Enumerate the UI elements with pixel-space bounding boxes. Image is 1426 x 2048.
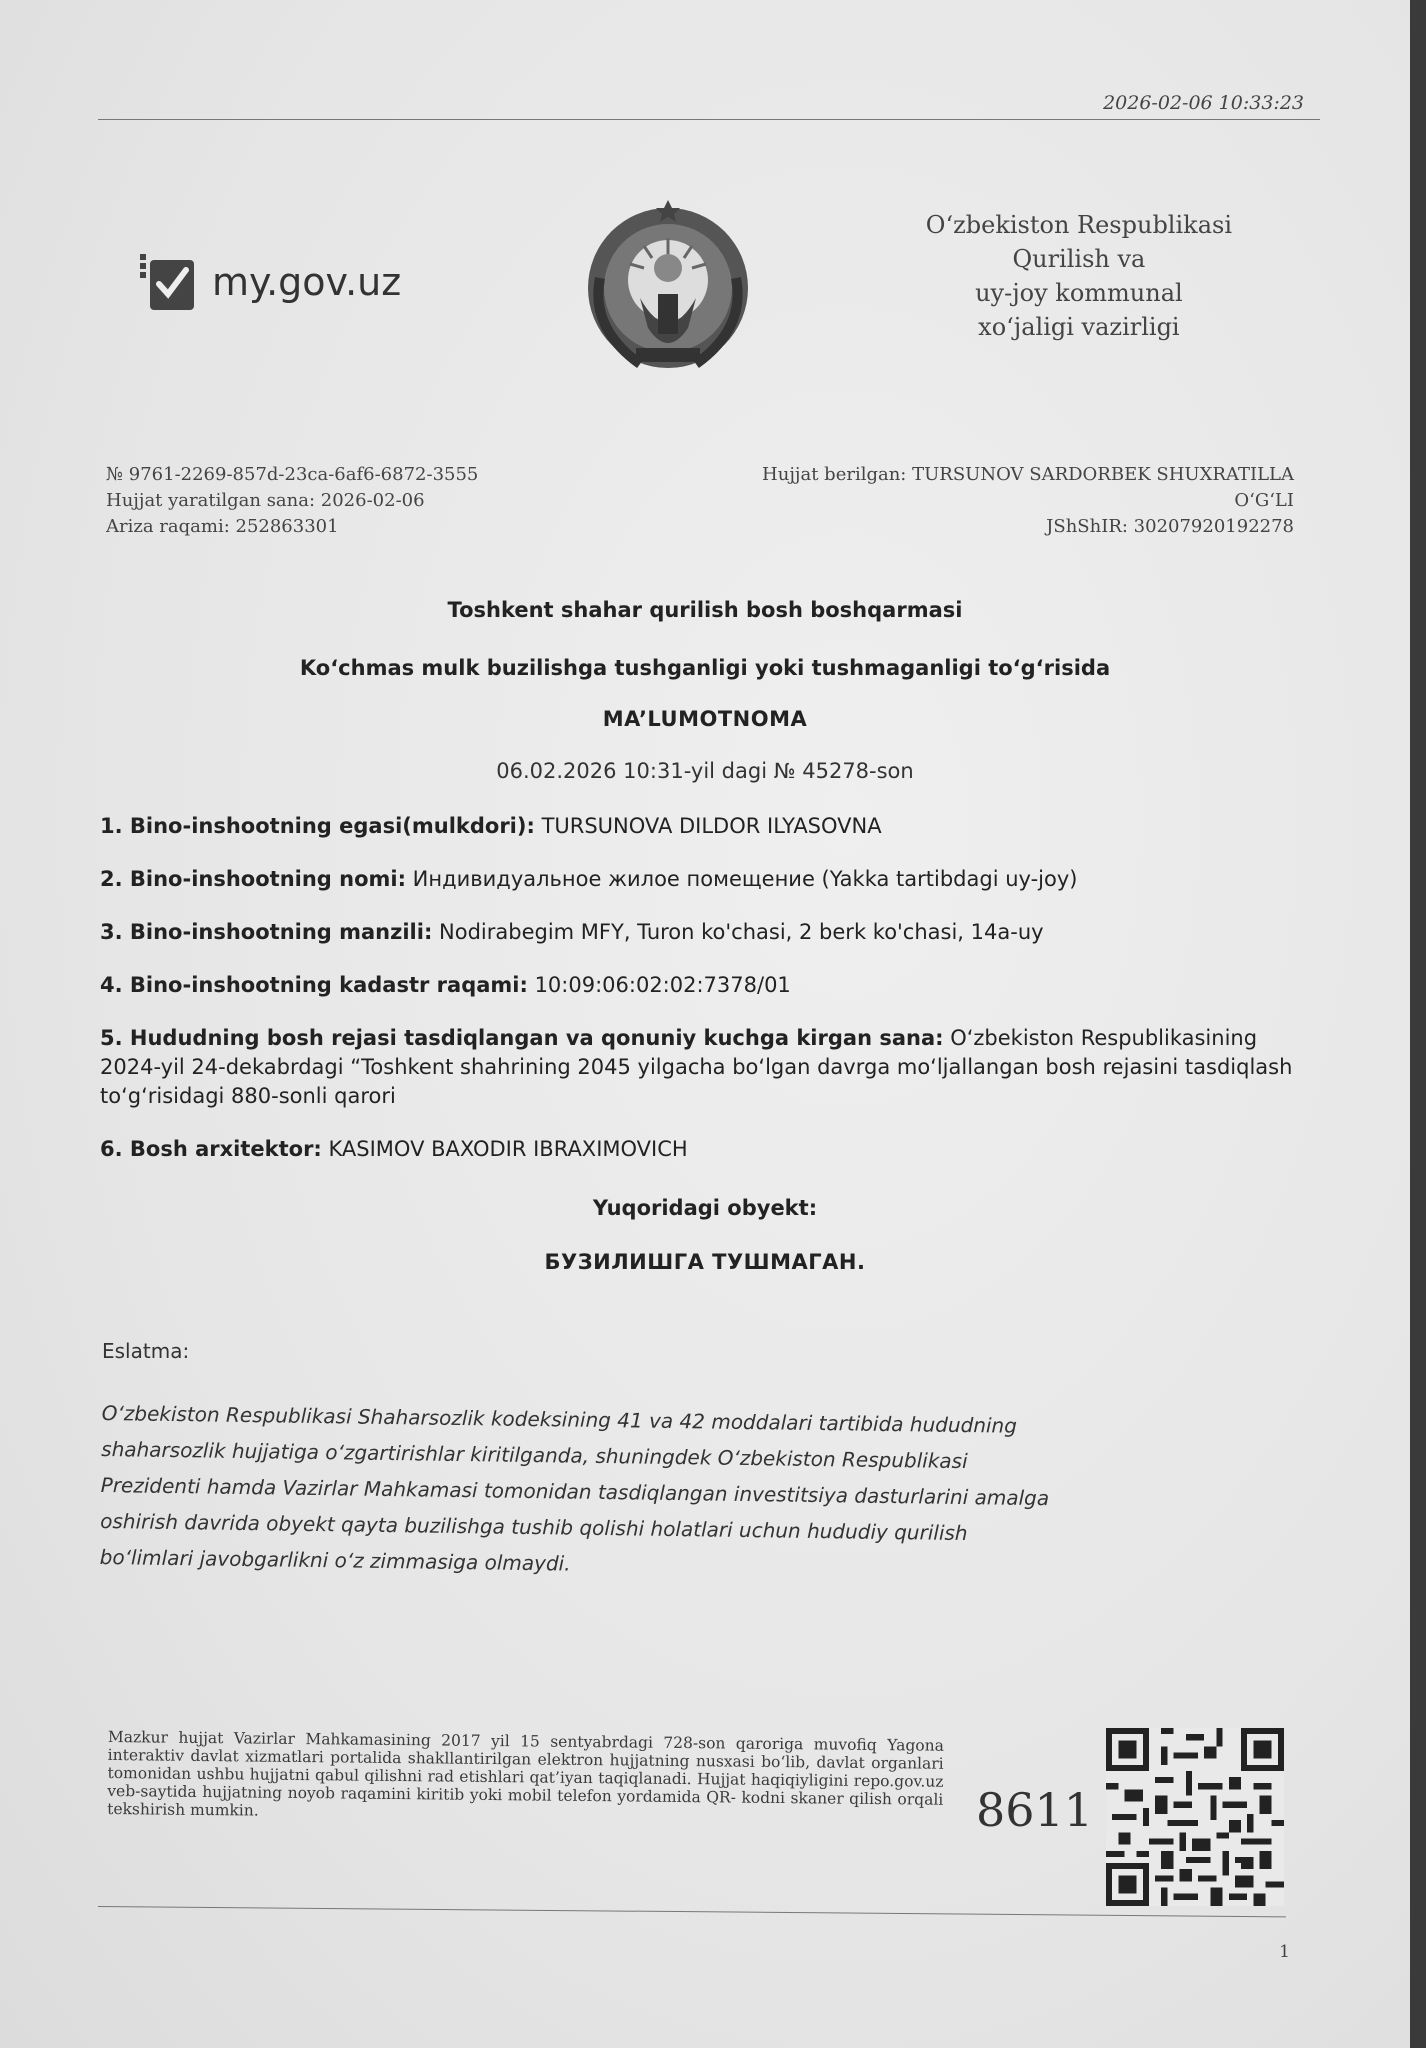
pinfl: JShShIR: 30207920192278 [1046, 516, 1294, 537]
ministry-name [926, 208, 1232, 344]
info-item [100, 918, 1310, 947]
ministry-line: xo‘jaligi vazirligi [978, 313, 1180, 341]
bottom-divider [98, 1906, 1286, 1917]
footer-legal-text: Mazkur hujjat Vazirlar Mahkamasining 2017 yil 15 sentyabrdagi 728-son qaroriga muvofiq Yagona interaktiv davlat xizmatlari portalida shakllantirilgan elektron hujjatning nusxasi bo‘lib, davlat organlari tomonidan ushbu hujjatni qabul qilishni rad etishlari qat’iyan taqiqlanadi. Hujjat haqiqiyligini repo.gov.uz veb-saytida hujjatning noyob raqamini kiritib yoki mobil telefon yordamida QR- kodni skaner qilish orqali tekshirish mumkin. [107, 1728, 944, 1820]
ministry-line: O‘zbekiston Respublikasi [925, 211, 1232, 239]
created-date: Hujjat yaratilgan sana: 2026-02-06 [106, 490, 425, 511]
logo-text: my.gov.uz [212, 260, 402, 304]
document-title: MA’LUMOTNOMA [602, 707, 808, 731]
item-label: 1. Bino-inshootning egasi(mulkdori): [100, 814, 535, 838]
info-item [100, 1135, 1310, 1164]
item-value: Индивидуальное жилое помещение (Yakka tartibdagi uy-joy) [406, 867, 1078, 891]
object-status: БУЗИЛИШГА ТУШМАГАН. [544, 1250, 866, 1274]
application-number: Ariza raqami: 252863301 [106, 516, 339, 537]
note-label: Eslatma: [102, 1339, 190, 1363]
info-item [100, 865, 1310, 894]
info-item [100, 812, 1310, 841]
item-value: Nodirabegim MFY, Turon ko'chasi, 2 berk ko'chasi, 14a-uy [432, 920, 1044, 944]
my-gov-logo-icon [140, 252, 198, 312]
document-meta [106, 462, 478, 540]
state-emblem-icon [580, 198, 756, 374]
organization-heading: Toshkent shahar qurilish bosh boshqarmasi [447, 598, 963, 622]
recipient-meta [762, 462, 1294, 540]
print-timestamp: 2026-02-06 10:33:23 [1103, 92, 1304, 114]
document-number-line: 06.02.2026 10:31-yil dagi № 45278-son [496, 759, 914, 783]
page-number: 1 [1279, 1942, 1290, 1962]
my-gov-logo [140, 252, 401, 312]
item-label: 2. Bino-inshootning nomi: [100, 867, 406, 891]
item-value: KASIMOV BAXODIR IBRAXIMOVICH [321, 1137, 688, 1161]
issued-to: Hujjat berilgan: TURSUNOV SARDORBEK SHUXRATILLA [762, 464, 1294, 485]
document-number: № 9761-2269-857d-23ca-6af6-6872-3555 [106, 464, 479, 485]
item-label: 6. Bosh arxitektor: [100, 1137, 322, 1161]
info-items [100, 812, 1310, 1188]
item-label: 5. Hududning bosh rejasi tasdiqlangan va qonuniy kuchga kirgan sana: [100, 1026, 944, 1050]
item-label: 4. Bino-inshootning kadastr raqami: [100, 973, 528, 997]
ministry-line: uy-joy kommunal [975, 279, 1183, 307]
object-label: Yuqoridagi obyekt: [592, 1196, 818, 1220]
issued-to-continued: O‘G‘LI [1234, 490, 1294, 511]
qr-code-icon[interactable] [1106, 1728, 1284, 1906]
item-value: 10:09:06:02:02:7378/01 [527, 973, 791, 997]
top-divider [98, 119, 1320, 120]
info-item [100, 971, 1310, 1000]
item-value: TURSUNOVA DILDOR ILYASOVNA [534, 814, 882, 838]
ministry-line: Qurilish va [1012, 245, 1146, 273]
item-value: O‘zbekiston Respublikasining 2024-yil 24-dekabrdagi “Toshkent shahrining 2045 yilgacha bo‘lgan davrga mo‘ljallangan bosh rejasini tasdiqlash to‘g‘risidagi 880-sonli qarori [100, 1026, 1293, 1108]
info-item [100, 1024, 1310, 1111]
note-text: O‘zbekiston Respublikasi Shaharsozlik kodeksining 41 va 42 moddalari tartibida hududning shaharsozlik hujjatiga o‘zgartirishlar kiritilganda, shuningdek O‘zbekiston Respublikasi Prezidenti hamda Vazirlar Mahkamasi tomonidan tasdiqlangan investitsiya dasturlarini amalga oshirish davrida obyekt qayta buzilishga tushib qolishi holatlari uchun hududiy qurilish bo‘limlari javobgarlikni o‘z zimmasiga olmaydi. [99, 1400, 1050, 1576]
item-label: 3. Bino-inshootning manzili: [100, 920, 433, 944]
subject-heading: Ko‘chmas mulk buzilishga tushganligi yoki tushmaganligi to‘g‘risida [299, 656, 1111, 680]
verification-code: 8611 [976, 1783, 1094, 1837]
